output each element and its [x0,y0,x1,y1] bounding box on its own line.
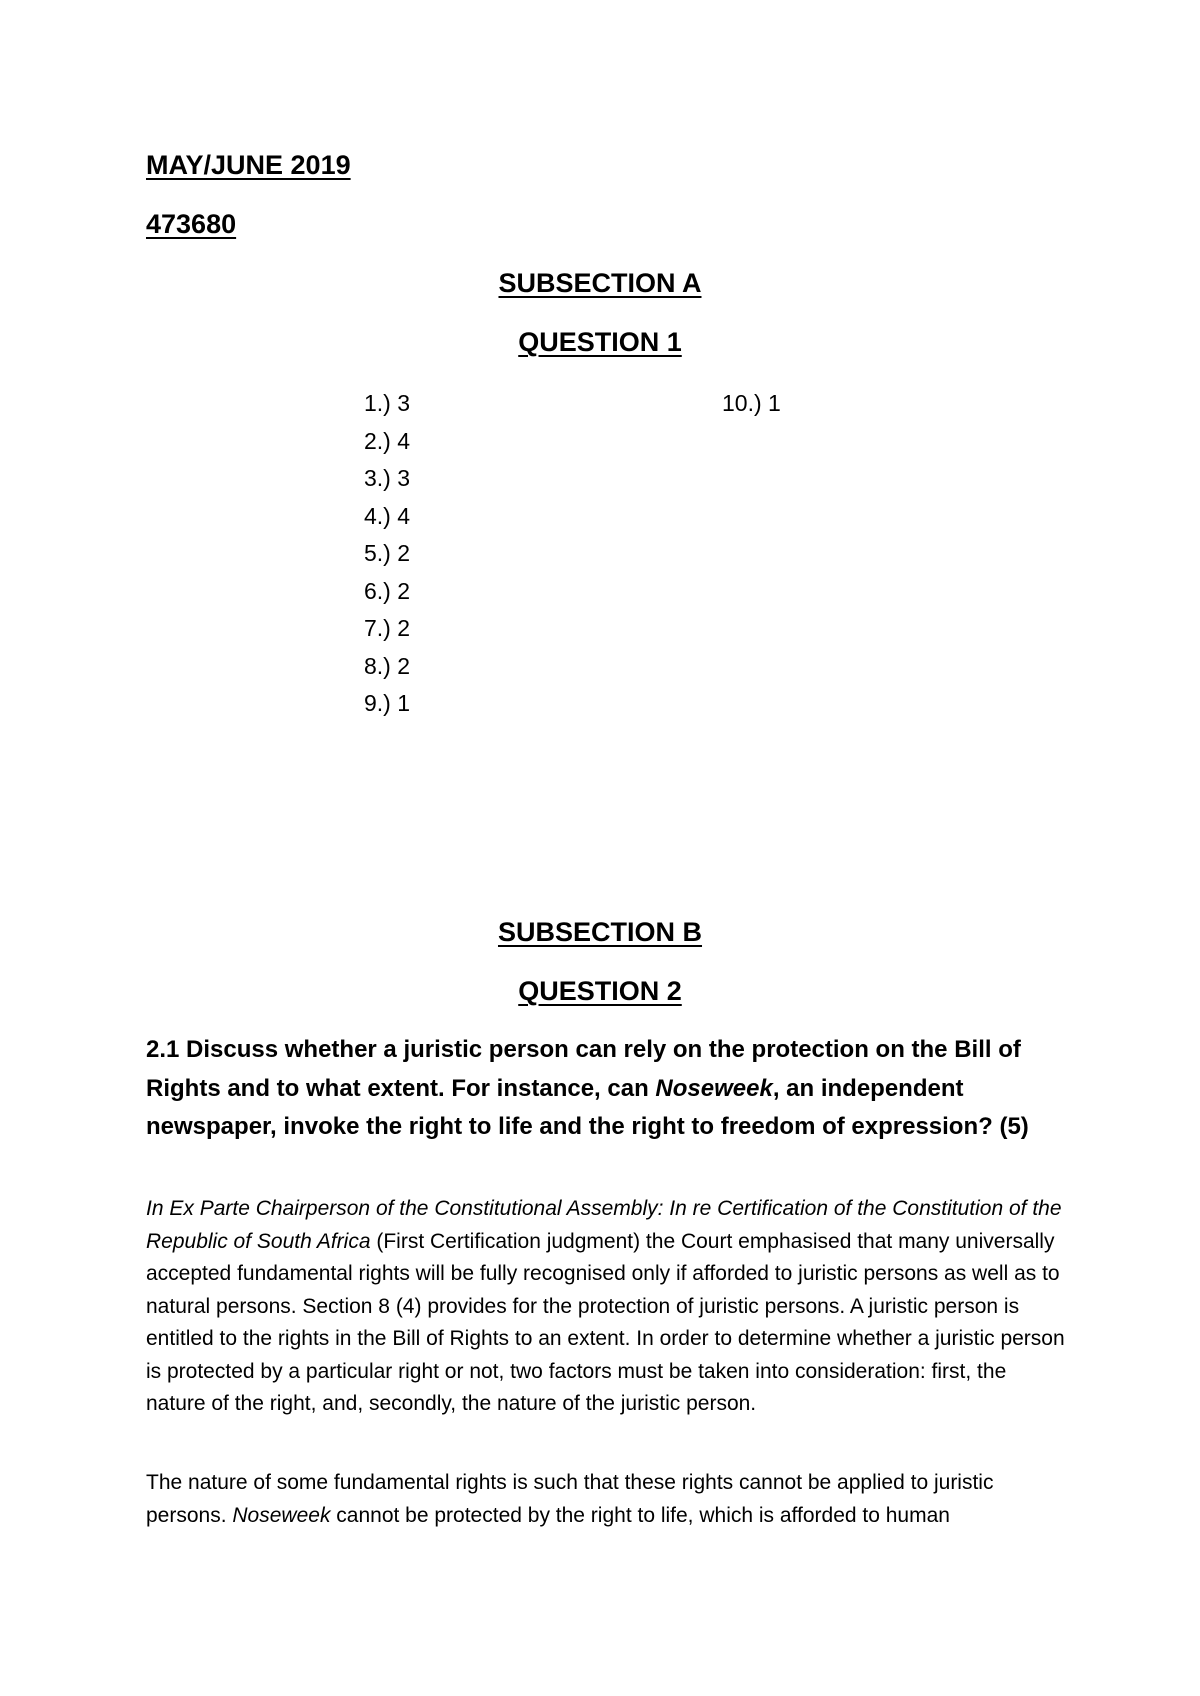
answer-item: 1.) 3 [364,390,411,416]
question-text-part1: 2.1 Discuss whether a juristic person can rely on the protection on the Bill of Rights and to what extent. For instance, can [146,1036,1021,1102]
subsection-a-title: SUBSECTION A [498,268,702,298]
answer-item: 3.) 3 [364,465,411,491]
paragraph-2-part2: cannot be protected by the right to life, which is afforded to human [330,1503,950,1527]
answer-paragraph-2 [146,1467,1066,1532]
question-2-title: QUESTION 2 [518,976,682,1006]
answer-item: 6.) 2 [364,577,411,604]
answer-item: 10.) 1 [722,390,781,416]
question-1-title: QUESTION 1 [518,327,682,357]
answer-item: 7.) 2 [364,615,411,641]
answers-list-col1 [364,385,410,723]
answers-list-col2 [722,385,781,423]
answer-item: 4.) 4 [364,502,411,529]
answer-item: 2.) 4 [364,427,411,454]
student-number: 473680 [146,209,237,239]
answer-item: 8.) 2 [364,652,411,679]
question-2-1-text [146,1031,1066,1147]
answer-paragraph-1 [146,1193,1066,1421]
paragraph-2-part1: The nature of some fundamental rights is such that these rights cannot be applied to juristic persons. [146,1471,994,1527]
paragraph-1-body: (First Certification judgment) the Court emphasised that many universally accepted fundamental rights will be fully recognised only if afforded to juristic persons as well as to natural persons. Section 8 (4) provides for the protection of juristic persons. A juristic person is entitled to the rights in the Bill of Rights to an extent. In order to determine whether a juristic person is protected by a particular right or not, two factors must be taken into consideration: first, the nature of the right, and, secondly, the nature of the juristic person. [146,1229,1065,1415]
paragraph-2-italic: Noseweek [232,1503,331,1527]
subsection-b-title: SUBSECTION B [497,917,703,947]
question-text-part2: , an independent newspaper, invoke the right to life and the right to freedom of expression? (5) [146,1074,1029,1140]
answer-item: 9.) 1 [364,690,411,716]
case-citation: In Ex Parte Chairperson of the Constitutional Assembly: In re Certification of the Constitution of the Republic of South Africa [146,1197,1062,1253]
question-text-italic: Noseweek [655,1074,773,1102]
answer-item: 5.) 2 [364,540,411,566]
exam-date: MAY/JUNE 2019 [146,150,351,180]
